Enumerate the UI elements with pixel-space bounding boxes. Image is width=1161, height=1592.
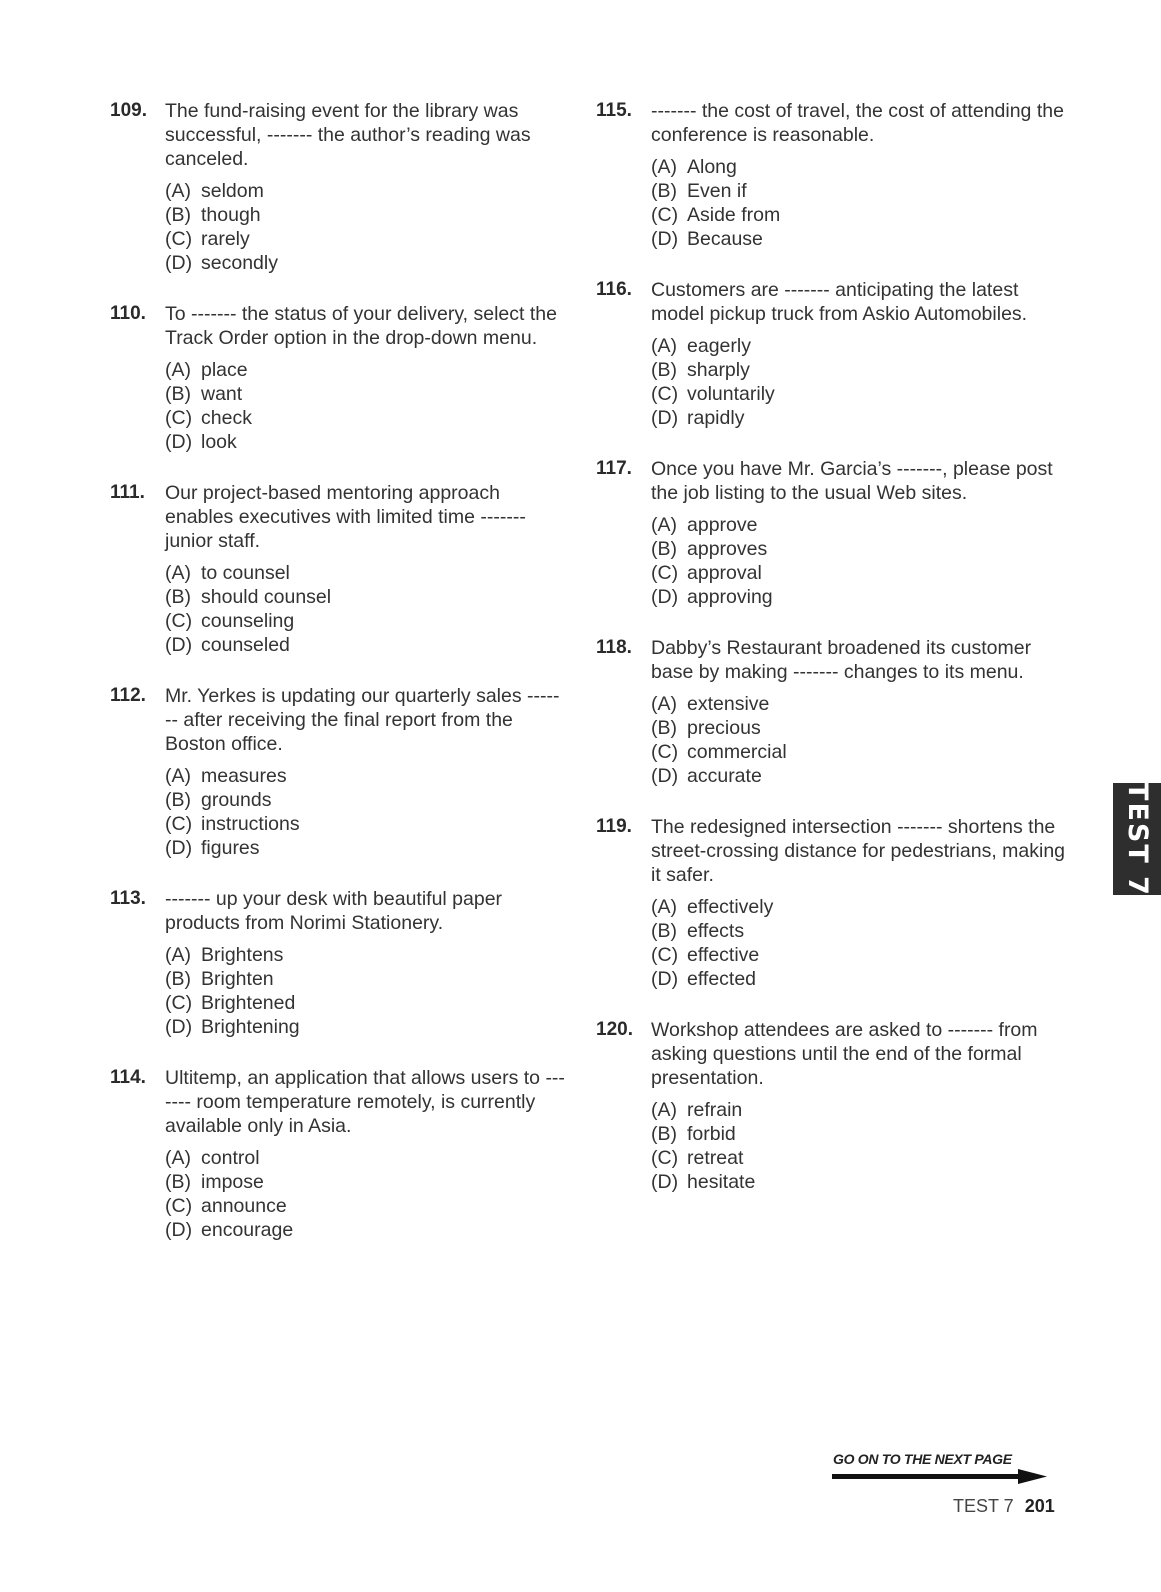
option-letter: (A) xyxy=(165,562,191,584)
option-c xyxy=(165,227,565,251)
question-113 xyxy=(110,887,565,1039)
option-text: accurate xyxy=(687,765,762,787)
option-b xyxy=(651,1122,1066,1146)
option-c xyxy=(651,943,1066,967)
option-a xyxy=(651,334,1066,358)
option-letter: (D) xyxy=(165,252,193,274)
option-b xyxy=(165,585,565,609)
question-109 xyxy=(110,99,565,275)
footer-test-label: TEST 7 xyxy=(953,1496,1014,1516)
answer-options xyxy=(165,764,565,860)
option-a xyxy=(651,895,1066,919)
question-text: Our project-based mentoring approach enables executives with limited time ------- junior staff. xyxy=(165,482,526,552)
question-117 xyxy=(596,457,1066,609)
question-text: Workshop attendees are asked to ------- from asking questions until the end of the formal presentation. xyxy=(651,1019,1038,1089)
option-text: secondly xyxy=(201,252,278,274)
option-letter: (B) xyxy=(165,968,191,990)
question-119 xyxy=(596,815,1066,991)
option-b xyxy=(651,716,1066,740)
option-text: want xyxy=(201,383,243,405)
option-text: impose xyxy=(201,1171,264,1193)
answer-options xyxy=(651,1098,1066,1194)
option-d xyxy=(651,1170,1066,1194)
option-d xyxy=(651,227,1066,251)
option-text: should counsel xyxy=(201,586,332,608)
option-letter: (B) xyxy=(165,1171,191,1193)
question-number: 120. xyxy=(596,1019,633,1040)
option-letter: (A) xyxy=(651,1099,677,1121)
question-116 xyxy=(596,278,1066,430)
question-112 xyxy=(110,684,565,860)
question-text: Customers are ------- anticipating the latest model pickup truck from Askio Automobiles. xyxy=(651,279,1028,325)
question-number: 111. xyxy=(110,482,145,503)
option-text: effectively xyxy=(687,896,774,918)
option-letter: (C) xyxy=(651,383,679,405)
answer-options xyxy=(651,895,1066,991)
answer-options xyxy=(165,943,565,1039)
option-c xyxy=(165,609,565,633)
question-text: The fund-raising event for the library was successful, ------- the author’s reading was canceled. xyxy=(165,100,531,170)
option-letter: (D) xyxy=(165,1219,193,1241)
option-text: place xyxy=(201,359,248,381)
option-text: hesitate xyxy=(687,1171,756,1193)
option-c xyxy=(165,991,565,1015)
option-text: approval xyxy=(687,562,762,584)
option-letter: (C) xyxy=(651,562,679,584)
option-b xyxy=(165,203,565,227)
option-letter: (D) xyxy=(165,634,193,656)
answer-options xyxy=(165,179,565,275)
answer-options xyxy=(651,334,1066,430)
option-letter: (D) xyxy=(651,228,679,250)
question-number: 119. xyxy=(596,816,632,837)
option-c xyxy=(651,1146,1066,1170)
option-text: sharply xyxy=(687,359,750,381)
option-text: Because xyxy=(687,228,763,250)
option-letter: (A) xyxy=(651,335,677,357)
option-letter: (B) xyxy=(651,717,677,739)
option-a xyxy=(651,155,1066,179)
question-number: 115. xyxy=(596,100,632,121)
option-text: precious xyxy=(687,717,761,739)
option-c xyxy=(651,382,1066,406)
question-text: ------- up your desk with beautiful paper products from Norimi Stationery. xyxy=(165,888,503,934)
option-a xyxy=(165,764,565,788)
option-text: Brightened xyxy=(201,992,296,1014)
page-number: 201 xyxy=(1024,1496,1055,1516)
option-letter: (A) xyxy=(651,896,677,918)
option-text: rapidly xyxy=(687,407,745,429)
option-letter: (C) xyxy=(651,1147,679,1169)
option-a xyxy=(165,561,565,585)
test-section-tab xyxy=(1113,783,1161,895)
option-text: grounds xyxy=(201,789,272,811)
option-letter: (C) xyxy=(165,407,193,429)
option-letter: (B) xyxy=(651,538,677,560)
option-d xyxy=(651,764,1066,788)
go-on-next-page-label: GO ON TO THE NEXT PAGE xyxy=(833,1451,1012,1467)
option-b xyxy=(165,967,565,991)
option-text: counseled xyxy=(201,634,290,656)
question-text: To ------- the status of your delivery, select the Track Order option in the drop-down menu. xyxy=(165,303,557,349)
question-number: 110. xyxy=(110,303,146,324)
option-letter: (A) xyxy=(165,180,191,202)
option-d xyxy=(165,251,565,275)
option-text: Aside from xyxy=(687,204,781,226)
question-text: ------- the cost of travel, the cost of attending the conference is reasonable. xyxy=(651,100,1064,146)
option-text: though xyxy=(201,204,261,226)
option-text: to counsel xyxy=(201,562,290,584)
option-letter: (D) xyxy=(651,1171,679,1193)
option-a xyxy=(651,692,1066,716)
option-text: voluntarily xyxy=(687,383,775,405)
option-d xyxy=(165,430,565,454)
question-number: 109. xyxy=(110,100,147,121)
option-a xyxy=(165,179,565,203)
question-111 xyxy=(110,481,565,657)
option-letter: (C) xyxy=(165,992,193,1014)
question-number: 113. xyxy=(110,888,146,909)
option-a xyxy=(651,1098,1066,1122)
option-letter: (C) xyxy=(651,741,679,763)
question-number: 118. xyxy=(596,637,632,658)
option-text: encourage xyxy=(201,1219,294,1241)
answer-options xyxy=(651,513,1066,609)
option-c xyxy=(165,1194,565,1218)
option-text: eagerly xyxy=(687,335,751,357)
question-text: Ultitemp, an application that allows users to ------- room temperature remotely, is currently available only in Asia. xyxy=(165,1067,565,1137)
option-text: seldom xyxy=(201,180,264,202)
question-115 xyxy=(596,99,1066,251)
option-letter: (D) xyxy=(165,837,193,859)
option-text: retreat xyxy=(687,1147,744,1169)
option-d xyxy=(165,1218,565,1242)
option-letter: (C) xyxy=(651,204,679,226)
option-letter: (B) xyxy=(651,180,677,202)
test-section-tab-label: TEST 7 xyxy=(1121,781,1153,897)
option-b xyxy=(651,358,1066,382)
option-letter: (D) xyxy=(651,407,679,429)
answer-options xyxy=(165,358,565,454)
question-114 xyxy=(110,1066,565,1242)
option-text: Along xyxy=(687,156,737,178)
question-text: Dabby’s Restaurant broadened its customer base by making ------- changes to its menu. xyxy=(651,637,1032,683)
option-letter: (D) xyxy=(651,968,679,990)
option-text: Even if xyxy=(687,180,747,202)
option-a xyxy=(165,358,565,382)
option-letter: (A) xyxy=(651,514,677,536)
option-text: rarely xyxy=(201,228,250,250)
option-text: effects xyxy=(687,920,745,942)
option-text: instructions xyxy=(201,813,300,835)
option-text: announce xyxy=(201,1195,287,1217)
option-a xyxy=(651,513,1066,537)
next-page-arrow-icon xyxy=(832,1468,1047,1484)
option-d xyxy=(651,406,1066,430)
option-text: approves xyxy=(687,538,768,560)
option-c xyxy=(165,812,565,836)
option-letter: (A) xyxy=(165,944,191,966)
option-a xyxy=(165,1146,565,1170)
question-text: The redesigned intersection ------- shortens the street-crossing distance for pedestrians, making it safer. xyxy=(651,816,1066,886)
option-text: Brightens xyxy=(201,944,284,966)
option-letter: (C) xyxy=(165,813,193,835)
option-letter: (A) xyxy=(165,359,191,381)
option-text: approve xyxy=(687,514,758,536)
option-letter: (C) xyxy=(651,944,679,966)
option-c xyxy=(651,561,1066,585)
option-c xyxy=(651,203,1066,227)
option-b xyxy=(651,179,1066,203)
option-letter: (C) xyxy=(165,228,193,250)
option-text: look xyxy=(201,431,237,453)
option-d xyxy=(651,967,1066,991)
option-b xyxy=(651,537,1066,561)
option-letter: (B) xyxy=(165,789,191,811)
option-letter: (D) xyxy=(165,431,193,453)
question-number: 117. xyxy=(596,458,632,479)
option-letter: (C) xyxy=(165,610,193,632)
question-number: 112. xyxy=(110,685,146,706)
option-letter: (C) xyxy=(165,1195,193,1217)
option-letter: (A) xyxy=(651,156,677,178)
option-text: effected xyxy=(687,968,757,990)
option-letter: (A) xyxy=(651,693,677,715)
option-d xyxy=(165,633,565,657)
answer-options xyxy=(165,1146,565,1242)
option-b xyxy=(165,788,565,812)
page-footer xyxy=(953,1496,1055,1517)
option-letter: (D) xyxy=(651,586,679,608)
question-number: 116. xyxy=(596,279,632,300)
option-letter: (B) xyxy=(651,359,677,381)
question-number: 114. xyxy=(110,1067,146,1088)
option-d xyxy=(651,585,1066,609)
question-text: Once you have Mr. Garcia’s -------, please post the job listing to the usual Web sites. xyxy=(651,458,1053,504)
answer-options xyxy=(651,692,1066,788)
option-d xyxy=(165,836,565,860)
option-text: Brightening xyxy=(201,1016,300,1038)
question-120 xyxy=(596,1018,1066,1194)
option-letter: (A) xyxy=(165,1147,191,1169)
option-text: extensive xyxy=(687,693,770,715)
option-a xyxy=(165,943,565,967)
option-text: control xyxy=(201,1147,260,1169)
option-text: effective xyxy=(687,944,760,966)
option-text: approving xyxy=(687,586,773,608)
option-text: counseling xyxy=(201,610,295,632)
answer-options xyxy=(165,561,565,657)
option-letter: (B) xyxy=(165,204,191,226)
option-text: forbid xyxy=(687,1123,736,1145)
option-text: Brighten xyxy=(201,968,274,990)
right-column xyxy=(596,99,1066,1221)
option-b xyxy=(165,382,565,406)
option-letter: (B) xyxy=(165,383,191,405)
question-text: Mr. Yerkes is updating our quarterly sales ------- after receiving the final report from the Boston office. xyxy=(165,685,560,755)
option-text: measures xyxy=(201,765,287,787)
option-text: commercial xyxy=(687,741,787,763)
option-letter: (D) xyxy=(165,1016,193,1038)
option-letter: (B) xyxy=(651,1123,677,1145)
option-letter: (B) xyxy=(165,586,191,608)
option-c xyxy=(651,740,1066,764)
option-letter: (D) xyxy=(651,765,679,787)
option-text: check xyxy=(201,407,252,429)
question-118 xyxy=(596,636,1066,788)
option-d xyxy=(165,1015,565,1039)
option-letter: (B) xyxy=(651,920,677,942)
option-c xyxy=(165,406,565,430)
option-b xyxy=(651,919,1066,943)
option-text: refrain xyxy=(687,1099,743,1121)
answer-options xyxy=(651,155,1066,251)
left-column xyxy=(110,99,565,1269)
option-b xyxy=(165,1170,565,1194)
question-110 xyxy=(110,302,565,454)
option-text: figures xyxy=(201,837,260,859)
option-letter: (A) xyxy=(165,765,191,787)
